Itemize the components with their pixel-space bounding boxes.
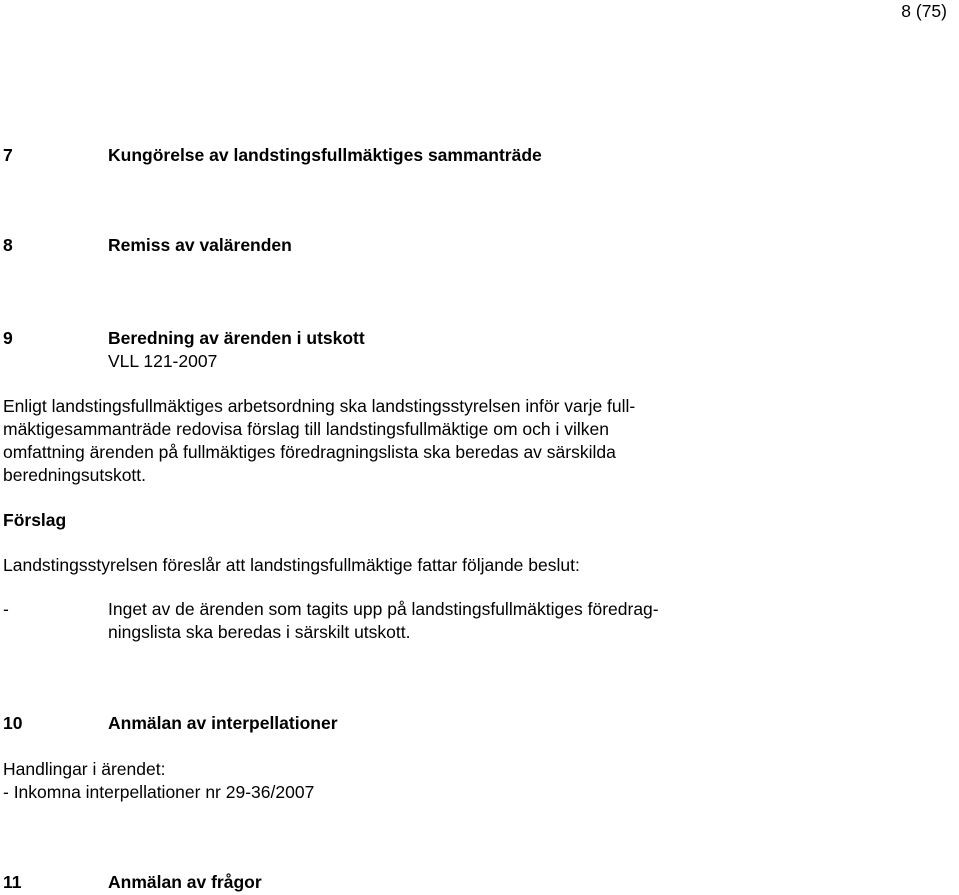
paragraph-line: omfattning ärenden på fullmäktiges föredragningslista ska beredas av särskilda <box>3 442 616 462</box>
bullet-marker: - <box>3 599 9 619</box>
item-title: Anmälan av frågor <box>108 872 262 892</box>
bullet-line: ningslista ska beredas i särskilt utskott. <box>108 622 411 642</box>
paragraph-line: Enligt landstingsfullmäktiges arbetsordning ska landstingsstyrelsen inför varje full- <box>3 396 636 416</box>
item-number: 11 <box>3 872 22 892</box>
item-number: 10 <box>3 713 23 733</box>
document-entry: - Inkomna interpellationer nr 29-36/2007 <box>3 782 315 802</box>
documents-label: Handlingar i ärendet: <box>3 759 166 779</box>
item-title: Remiss av valärenden <box>108 235 292 255</box>
paragraph-line: mäktigesammanträde redovisa förslag till landstingsfullmäktige om och i vilken <box>3 419 609 439</box>
page-number: 8 (75) <box>901 1 947 21</box>
item-title: Beredning av ärenden i utskott <box>108 328 365 348</box>
item-number: 9 <box>3 328 13 348</box>
paragraph-line: beredningsutskott. <box>3 465 147 485</box>
bullet-line: Inget av de ärenden som tagits upp på landstingsfullmäktiges föredrag- <box>108 599 659 619</box>
item-number: 8 <box>3 235 13 255</box>
item-title: Anmälan av interpellationer <box>108 713 338 733</box>
item-title: Kungörelse av landstingsfullmäktiges sammanträde <box>108 145 542 165</box>
item-number: 7 <box>3 145 13 165</box>
item-reference: VLL 121-2007 <box>108 351 218 371</box>
proposal-heading: Förslag <box>3 510 67 530</box>
proposal-intro: Landstingsstyrelsen föreslår att landstingsfullmäktige fattar följande beslut: <box>3 555 580 575</box>
